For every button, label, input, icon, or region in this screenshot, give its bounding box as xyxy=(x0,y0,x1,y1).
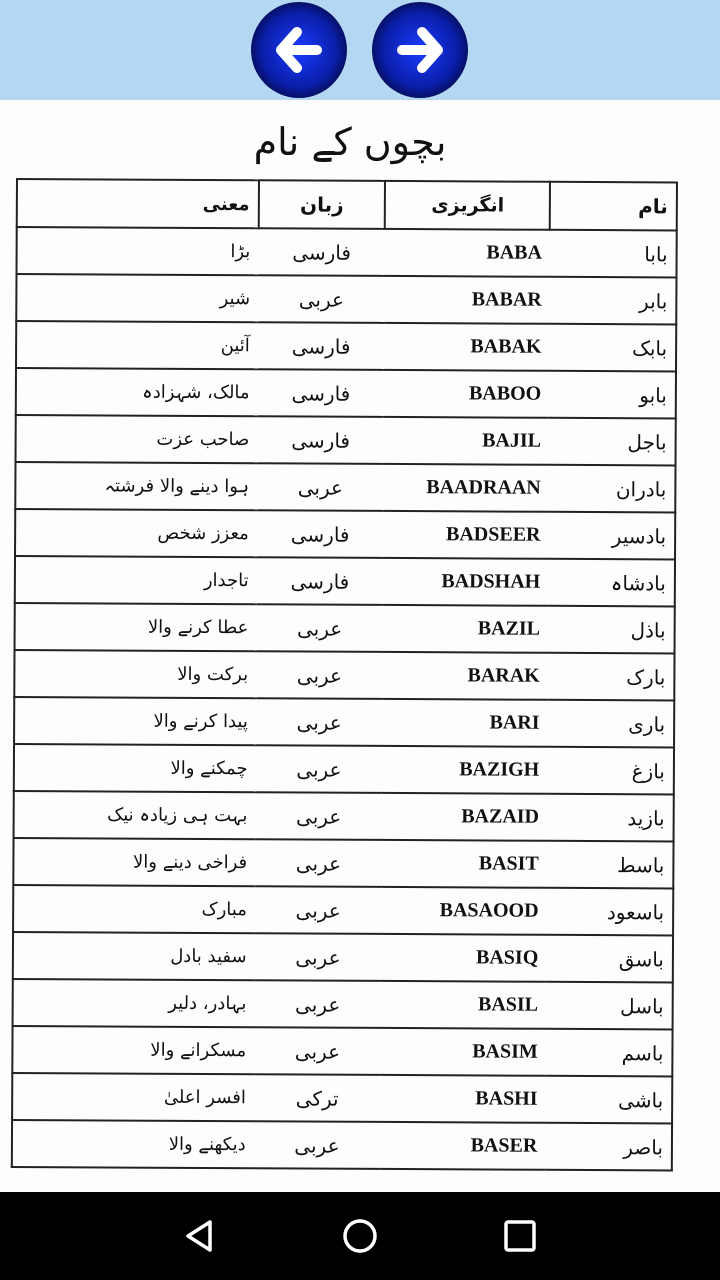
row-english-name: BASER xyxy=(380,1122,545,1170)
row-language: ترکی xyxy=(254,1074,381,1122)
arrow-right-icon xyxy=(390,20,450,80)
row-meaning: آئین xyxy=(16,321,258,369)
row-english-name: BABOO xyxy=(384,370,549,418)
header-english: انگریزی xyxy=(385,181,550,230)
row-language: فارسی xyxy=(257,416,384,464)
header-meaning: معنی xyxy=(17,179,259,228)
table-row xyxy=(12,1026,672,1076)
row-meaning: تاجدار xyxy=(15,556,257,604)
table-header-row xyxy=(17,179,677,230)
table-row xyxy=(12,1120,672,1170)
row-urdu-name: باسم xyxy=(546,1029,673,1077)
row-urdu-name: باجل xyxy=(549,418,676,466)
row-language: عربی xyxy=(255,792,382,840)
row-english-name: BASHI xyxy=(380,1075,545,1123)
row-english-name: BAJIL xyxy=(384,417,549,465)
row-urdu-name: باری xyxy=(547,700,674,748)
table-row xyxy=(15,556,675,606)
row-meaning: شیر xyxy=(16,274,258,322)
row-meaning: صاحب عزت xyxy=(16,415,258,463)
row-urdu-name: باسل xyxy=(546,982,673,1030)
row-urdu-name: بادسیر xyxy=(548,512,675,560)
header-name: نام xyxy=(550,182,677,231)
row-urdu-name: باسعود xyxy=(546,888,673,936)
row-meaning: دیکھنے والا xyxy=(12,1120,254,1168)
row-meaning: عطا کرنے والا xyxy=(15,603,257,651)
row-language: فارسی xyxy=(256,557,383,605)
table-row xyxy=(16,415,676,465)
row-meaning: فراخی دینے والا xyxy=(13,838,255,886)
row-english-name: BARI xyxy=(382,699,547,747)
table-row xyxy=(14,744,674,794)
row-english-name: BASAOOD xyxy=(381,887,546,935)
row-urdu-name: بابا xyxy=(550,230,677,278)
table-row xyxy=(14,650,674,700)
row-meaning: معزز شخص xyxy=(15,509,257,557)
row-language: عربی xyxy=(258,275,385,323)
table-row xyxy=(13,838,673,888)
row-urdu-name: بابک xyxy=(549,324,676,372)
row-language: عربی xyxy=(254,1121,381,1169)
top-toolbar xyxy=(0,0,720,100)
table-row xyxy=(15,462,675,512)
row-meaning: مسکرانے والا xyxy=(12,1026,254,1074)
row-meaning: بہادر، دلیر xyxy=(13,979,255,1027)
table-row xyxy=(13,932,673,982)
row-language: فارسی xyxy=(257,510,384,558)
row-urdu-name: بابو xyxy=(549,371,676,419)
arrow-left-icon xyxy=(269,20,329,80)
row-english-name: BAZAID xyxy=(382,793,547,841)
table-row xyxy=(13,885,673,935)
row-language: عربی xyxy=(256,604,383,652)
row-language: عربی xyxy=(255,933,382,981)
row-meaning: بہت ہی زیادہ نیک xyxy=(14,791,256,839)
row-language: عربی xyxy=(257,463,384,511)
row-language: فارسی xyxy=(257,369,384,417)
row-meaning: سفید بادل xyxy=(13,932,255,980)
row-meaning: مالک، شہزادہ xyxy=(16,368,258,416)
table-row xyxy=(16,321,676,371)
row-meaning: بڑا xyxy=(16,227,258,275)
system-navigation-bar xyxy=(0,1192,720,1280)
row-english-name: BABA xyxy=(385,229,550,277)
row-english-name: BABAR xyxy=(385,276,550,324)
row-english-name: BAZIGH xyxy=(382,746,547,794)
row-meaning: مبارک xyxy=(13,885,255,933)
row-language: عربی xyxy=(256,651,383,699)
row-language: فارسی xyxy=(258,228,385,276)
row-urdu-name: بارک xyxy=(548,653,675,701)
row-urdu-name: باصر xyxy=(545,1123,672,1171)
row-english-name: BASIQ xyxy=(381,934,546,982)
table-row xyxy=(15,509,675,559)
row-english-name: BASIL xyxy=(381,981,546,1029)
row-english-name: BADSEER xyxy=(383,511,548,559)
row-english-name: BABAK xyxy=(384,323,549,371)
row-meaning: پیدا کرنے والا xyxy=(14,697,256,745)
table-row xyxy=(13,979,673,1029)
names-table xyxy=(11,178,678,1171)
row-english-name: BASIT xyxy=(382,840,547,888)
row-language: عربی xyxy=(254,980,381,1028)
table-row xyxy=(14,791,674,841)
row-urdu-name: بادشاہ xyxy=(548,559,675,607)
row-meaning: برکت والا xyxy=(14,650,256,698)
recents-icon[interactable] xyxy=(498,1214,542,1258)
row-meaning: افسر اعلیٰ xyxy=(12,1073,254,1121)
row-english-name: BAZIL xyxy=(383,605,548,653)
table-row xyxy=(16,274,676,324)
row-urdu-name: بادران xyxy=(549,465,676,513)
row-language: عربی xyxy=(256,745,383,793)
row-urdu-name: باشی xyxy=(545,1076,672,1124)
home-icon[interactable] xyxy=(338,1214,382,1258)
row-urdu-name: باسط xyxy=(547,841,674,889)
table-row xyxy=(12,1073,672,1123)
row-urdu-name: بازغ xyxy=(547,747,674,795)
back-icon[interactable] xyxy=(178,1214,222,1258)
row-english-name: BASIM xyxy=(381,1028,546,1076)
previous-page-button[interactable] xyxy=(251,2,347,98)
row-meaning: ہوا دینے والا فرشتہ xyxy=(15,462,257,510)
row-urdu-name: بابر xyxy=(550,277,677,325)
row-urdu-name: باسق xyxy=(546,935,673,983)
row-language: فارسی xyxy=(258,322,385,370)
row-urdu-name: باذل xyxy=(548,606,675,654)
table-row xyxy=(16,368,676,418)
row-english-name: BADSHAH xyxy=(383,558,548,606)
next-page-button[interactable] xyxy=(372,2,468,98)
row-urdu-name: بازید xyxy=(547,794,674,842)
header-language: زبان xyxy=(258,180,385,229)
row-language: عربی xyxy=(255,839,382,887)
row-english-name: BAADRAAN xyxy=(384,464,549,512)
row-language: عربی xyxy=(255,886,382,934)
row-language: عربی xyxy=(256,698,383,746)
page-title: بچوں کے نام xyxy=(253,120,447,164)
table-row xyxy=(15,603,675,653)
table-row xyxy=(14,697,674,747)
row-meaning: چمکنے والا xyxy=(14,744,256,792)
row-english-name: BARAK xyxy=(383,652,548,700)
row-language: عربی xyxy=(254,1027,381,1075)
table-row xyxy=(16,227,676,277)
